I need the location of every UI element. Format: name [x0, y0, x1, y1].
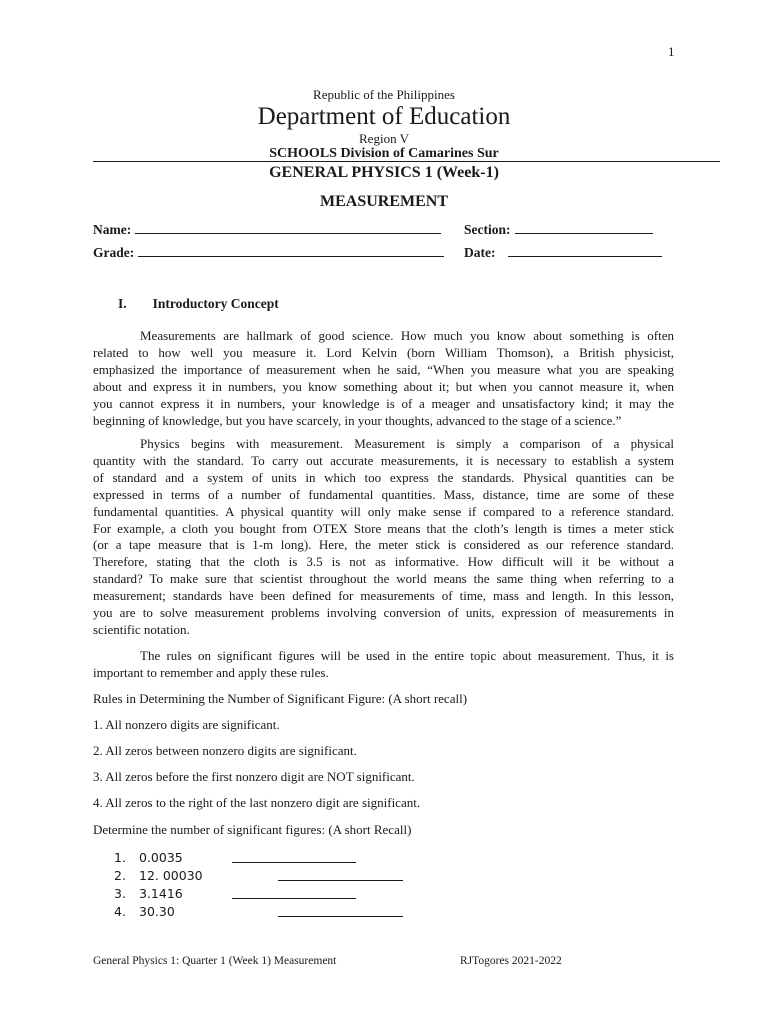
section-numeral: I.: [118, 296, 127, 311]
paragraph-line: Physics begins with measurement. Measurement is simply a comparison of a physical: [140, 436, 674, 451]
answer-blank[interactable]: [278, 880, 403, 881]
division-heading: SCHOOLS Division of Camarines Sur: [269, 146, 499, 161]
rule-item: 2. All zeros between nonzero digits are significant.: [93, 743, 357, 758]
exercise-heading: Determine the number of significant figures: (A short Recall): [93, 822, 412, 837]
paragraph-line: The rules on significant figures will be used in the entire topic about measurement. Thus, it is: [140, 648, 674, 663]
section-field[interactable]: [464, 222, 653, 238]
grade-blank-line[interactable]: [138, 245, 444, 257]
paragraph-line: important to remember and apply these rules.: [93, 664, 329, 680]
exercise-item: 1. 0.0035: [114, 850, 183, 867]
section-heading: [118, 296, 279, 312]
region-heading: Region V: [359, 131, 409, 146]
paragraph-line: Therefore, stating that the cloth is 3.5 is not as informative. How difficult will it be without a: [93, 554, 674, 570]
page-number: 1: [668, 44, 675, 59]
name-field[interactable]: [93, 222, 441, 238]
grade-label: Grade:: [93, 245, 135, 260]
footer-left: General Physics 1: Quarter 1 (Week 1) Measurement: [93, 955, 337, 967]
topic-title: MEASUREMENT: [319, 193, 448, 210]
paragraph-line: you are to solve measurement problems involving conversion of units, expression of measurements in: [93, 605, 674, 621]
paragraph-line: expressed in terms of a number of fundamental quantities. Mass, distance, time are some of these: [93, 486, 674, 502]
rule-item: 4. All zeros to the right of the last nonzero digit are significant.: [93, 795, 421, 810]
section-label: Section:: [464, 222, 511, 237]
answer-blank[interactable]: [232, 862, 356, 863]
paragraph-rules-intro: [93, 648, 674, 682]
paragraph-kelvin: [93, 328, 674, 429]
date-blank-line[interactable]: [508, 245, 662, 257]
paragraph-line: about and express it in numbers, you know something about it; but when you cannot measure it, when: [93, 378, 674, 394]
paragraph-physics: [93, 436, 674, 639]
name-blank-line[interactable]: [135, 222, 441, 234]
date-field[interactable]: [464, 245, 662, 261]
paragraph-line: measurement; standards have been defined for measurements of time, mass and length. In this lesson,: [93, 588, 674, 604]
name-label: Name:: [93, 222, 132, 237]
paragraph-line: scientific notation.: [93, 621, 190, 637]
section-blank-line[interactable]: [515, 222, 653, 234]
date-label: Date:: [464, 245, 496, 260]
rules-heading: Rules in Determining the Number of Significant Figure: (A short recall): [93, 691, 468, 706]
paragraph-line: (or a tape measure that is 1-m long). Here, the meter stick is considered as our reference standard.: [93, 537, 674, 553]
answer-blank[interactable]: [278, 916, 403, 917]
section-title: Introductory Concept: [152, 296, 279, 311]
paragraph-line: quantity with the standard. To carry out accurate measurements, it is necessary to establish a system: [93, 452, 674, 468]
course-title: GENERAL PHYSICS 1 (Week-1): [269, 164, 499, 181]
answer-blank[interactable]: [232, 898, 356, 899]
footer-right: RJTogores 2021-2022: [460, 955, 562, 967]
paragraph-line: standard? To make sure that scientist throughout the world means the same thing when referring to a: [93, 571, 674, 587]
paragraph-line: Measurements are hallmark of good science. How much you know about something is often: [140, 328, 674, 343]
rule-item: 3. All zeros before the first nonzero digit are NOT significant.: [93, 769, 415, 784]
paragraph-line: beginning of knowledge, but you have scarcely, in your thoughts, advanced to the stage of a science.”: [93, 412, 622, 428]
republic-heading: Republic of the Philippines: [313, 87, 455, 102]
paragraph-line: related to how well you measure it. Lord Kelvin (born William Thomson), a British physicist,: [93, 344, 674, 360]
exercise-item: 3. 3.1416: [114, 886, 183, 903]
rule-item: 1. All nonzero digits are significant.: [93, 717, 280, 732]
paragraph-line: For example, a cloth you bought from OTEX Store means that the cloth’s length is times a meter stick: [93, 520, 674, 536]
department-title: Department of Education: [257, 103, 511, 130]
paragraph-line: you cannot express it in numbers, your knowledge is of a meager and unsatisfactory kind; it may the: [93, 395, 674, 411]
grade-field[interactable]: [93, 245, 444, 261]
header-divider: [93, 161, 720, 162]
paragraph-line: emphasized the importance of measurement when he said, “When you measure what you are speaking: [93, 361, 674, 377]
exercise-item: 2. 12. 00030: [114, 868, 203, 885]
paragraph-line: of standard and a system of units in which too express the standards. Physical quantities can be: [93, 469, 674, 485]
exercise-item: 4. 30.30: [114, 904, 175, 921]
paragraph-line: fundamental quantities. A physical quantity will only make sense if compared to a reference standard.: [93, 503, 674, 519]
